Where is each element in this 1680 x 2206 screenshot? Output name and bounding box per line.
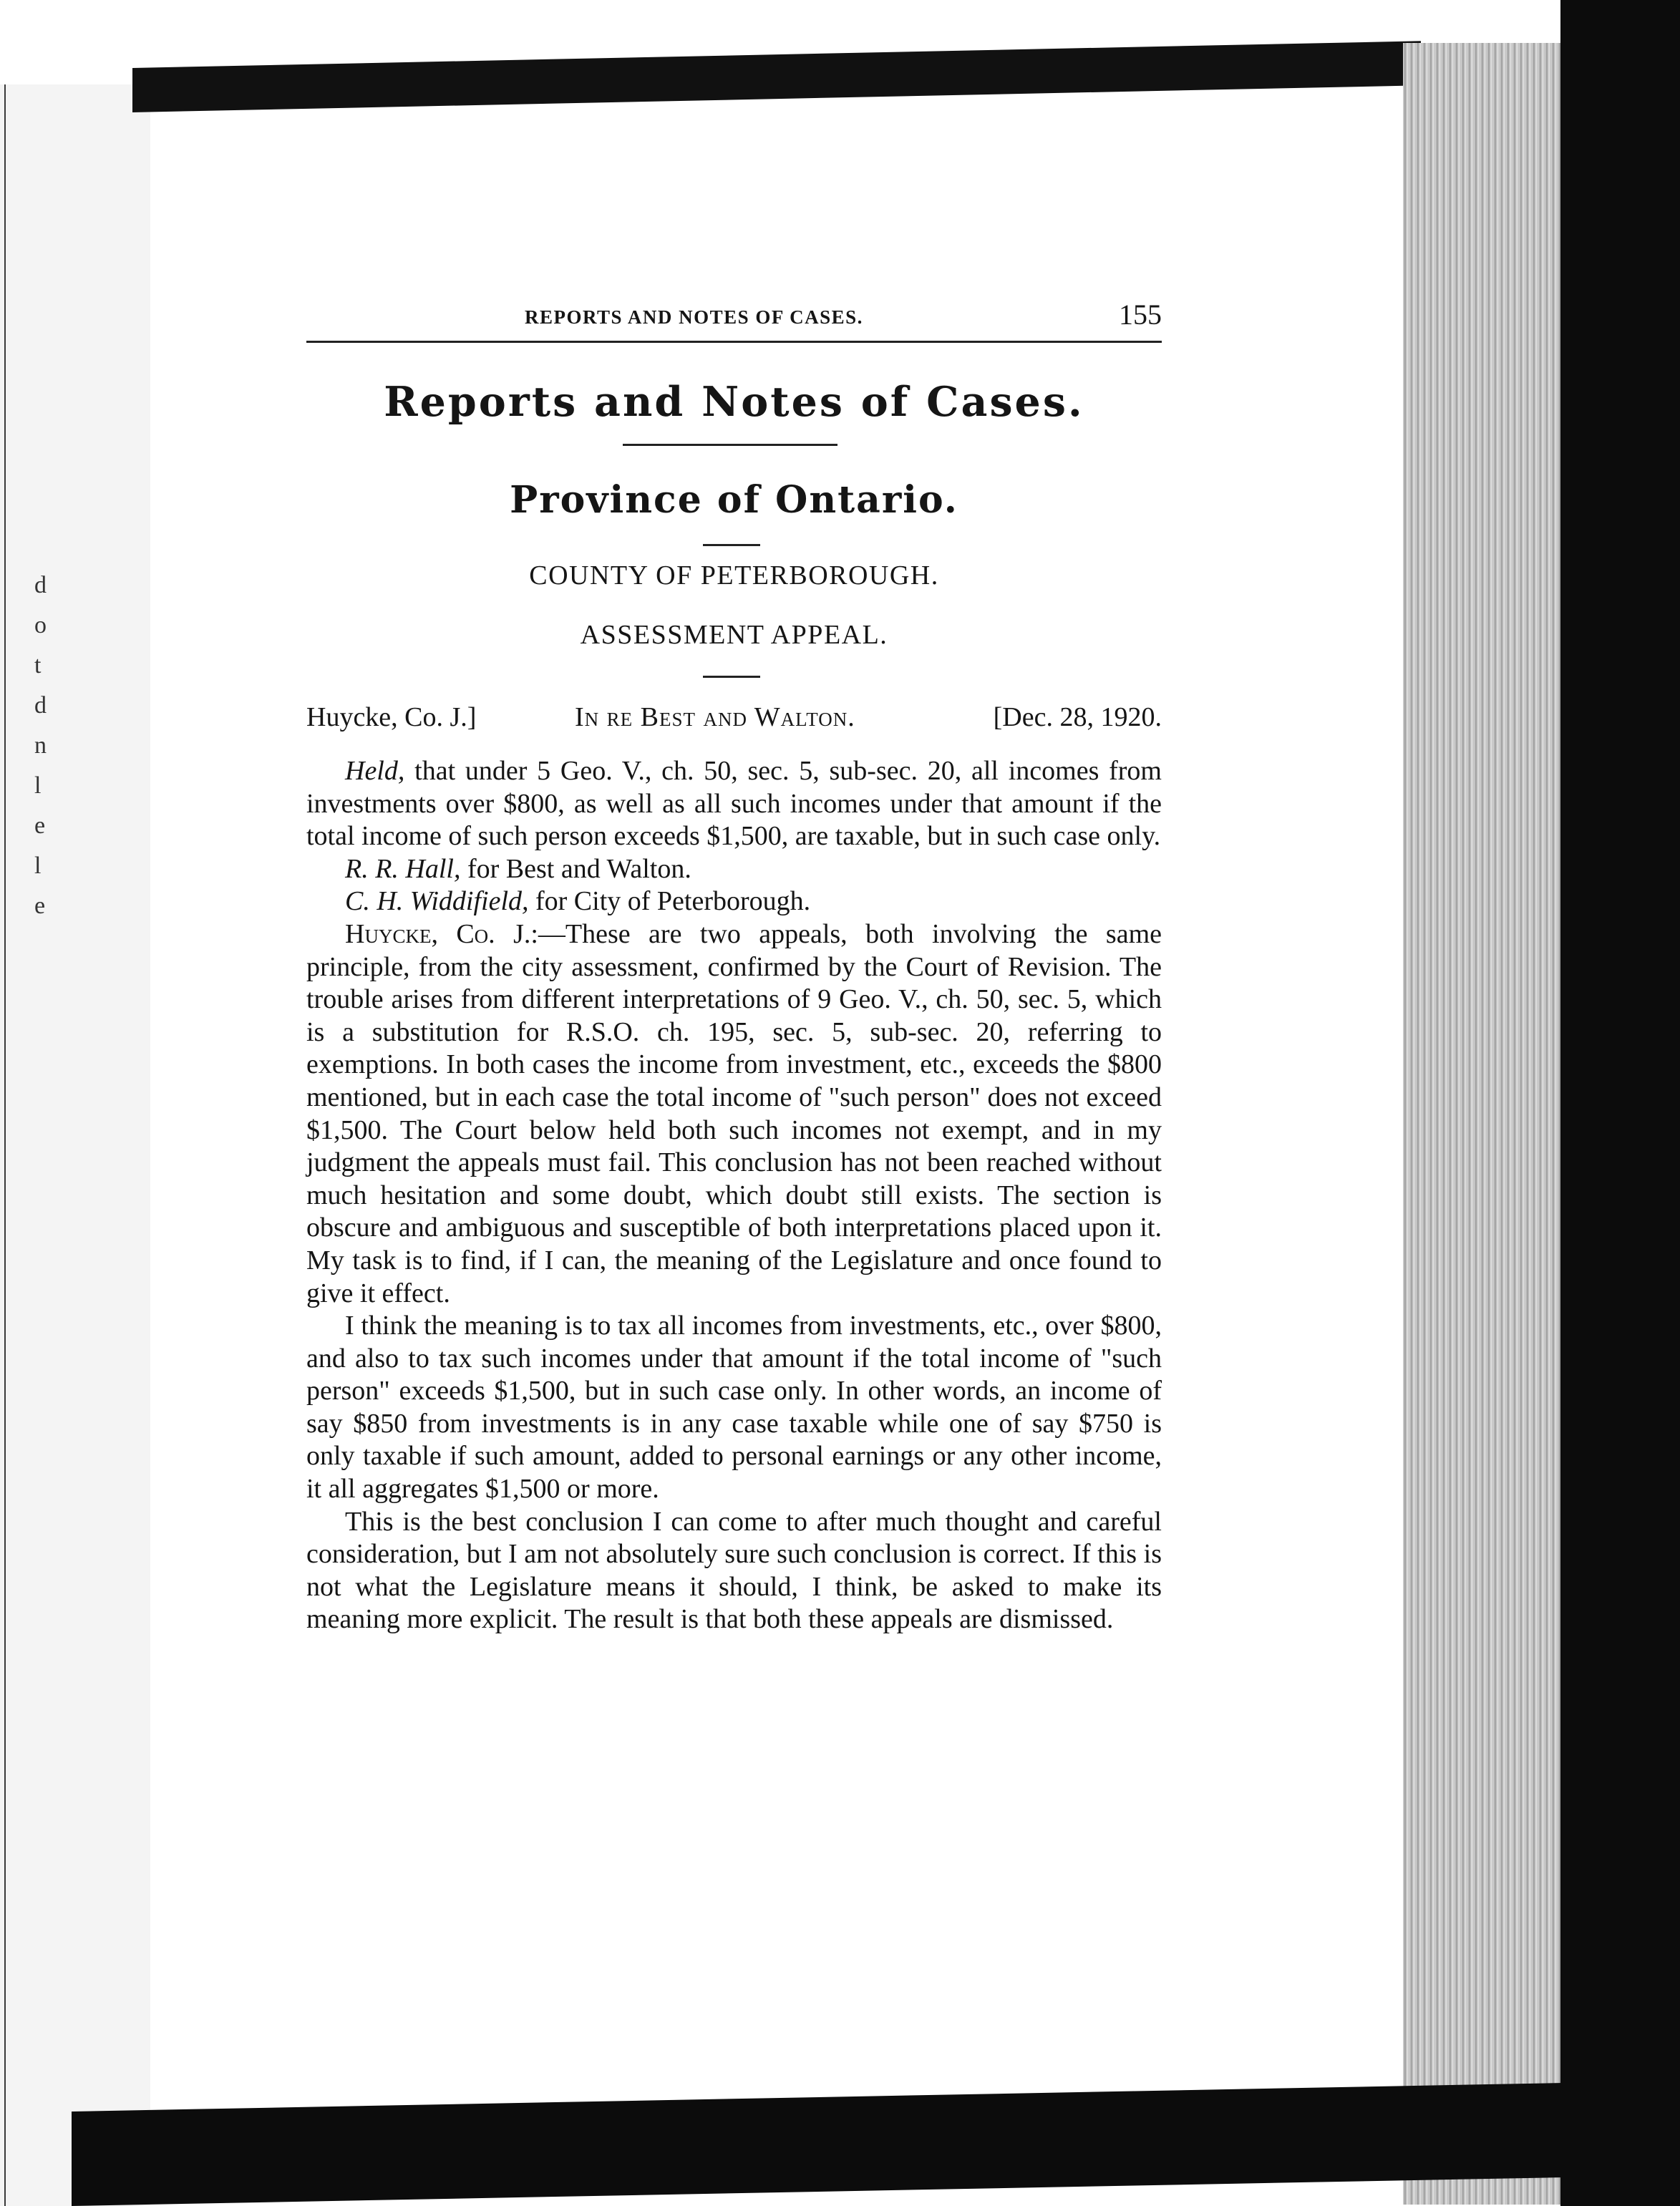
- header-rule: [306, 341, 1162, 343]
- margin-fragment: l: [34, 772, 42, 799]
- counsel-line: [306, 853, 1162, 886]
- case-caption: [306, 701, 1162, 737]
- headnote-text: that under 5 Geo. V., ch. 50, sec. 5, sub-sec. 20, all incomes from investments over $800, as well as all such incomes under that amount if the total income of such person exceeds $1,500, are taxable, but in such case only.: [306, 756, 1162, 852]
- judgment-paragraph: I think the meaning is to tax all incomes from investments, etc., over $800, and also to tax such incomes under that amount if the total income of "such person" exceeds $1,500, but in such case only. In other words, an income of say $850 from investments is in any case taxable while one of say $750 is only taxable if such amount, added to personal earnings or any other income, it all aggregates $1,500 or more.: [306, 1311, 1162, 1505]
- case-divider: [703, 676, 760, 678]
- judgment-speaker: Huycke, Co. J.:: [345, 918, 538, 949]
- case-body: [306, 755, 1162, 1636]
- margin-fragment: l: [34, 852, 42, 879]
- margin-fragment: d: [34, 692, 47, 719]
- section-divider: [623, 444, 837, 446]
- section-title: Reports and Notes of Cases.: [384, 378, 1084, 426]
- page-number: 155: [1119, 298, 1162, 331]
- subsection-divider: [703, 544, 760, 546]
- subsection-title: Province of Ontario.: [510, 478, 958, 522]
- judgment-text: —These are two appeals, both involving the same principle, from the city assessment, confirmed by the Court of Revision. The trouble arises from different interpretations of 9 Geo. V., ch. 50, sec. 5, which is a substitution for R.S.O. ch. 195, sec. 5, sub-sec. 20, referring to exemptions. In both cases the income from investment, etc., exceeds the $800 mentioned, but in each case the total income of "such person" does not exceed $1,500. The Court below held both such incomes not exempt, and in my judgment the appeals must fail. This conclusion has not been reached without much hesitation and some doubt, which doubt still exists. The section is obscure and ambiguous and susceptible of both interpretations placed upon it. My task is to find, if I can, the meaning of the Legislature and once found to give it effect.: [306, 918, 1162, 1308]
- margin-fragment: n: [34, 732, 47, 759]
- margin-fragment: e: [34, 893, 46, 919]
- case-judge: Huycke, Co. J.]: [306, 702, 477, 732]
- headnote: [306, 755, 1162, 853]
- counsel-name: C. H. Widdifield,: [345, 886, 529, 917]
- county-heading: COUNTY OF PETERBOROUGH.: [529, 560, 939, 591]
- counsel-for: for Best and Walton.: [467, 853, 691, 884]
- margin-fragment: o: [34, 612, 47, 638]
- appeal-type-heading: ASSESSMENT APPEAL.: [580, 620, 888, 650]
- margin-fragment: d: [34, 572, 47, 598]
- counsel-for: for City of Peterborough.: [535, 886, 811, 917]
- case-name: In re Best and Walton.: [575, 702, 855, 732]
- margin-fragment: e: [34, 812, 46, 839]
- running-head-title: REPORTS AND NOTES OF CASES.: [525, 306, 863, 328]
- judgment-paragraph: [306, 918, 1162, 1310]
- margin-fragment: t: [34, 652, 42, 679]
- counsel-name: R. R. Hall,: [345, 853, 461, 884]
- case-date: [Dec. 28, 1920.: [993, 702, 1162, 732]
- running-head: [306, 298, 1162, 329]
- held-label: Held,: [345, 756, 405, 786]
- judgment-paragraph: This is the best conclusion I can come to after much thought and careful consideration, but I am not absolutely sure such conclusion is correct. If this is not what the Legislature means it should, I think, be asked to make its meaning more explicit. The result is that both these appeals are dismissed.: [306, 1506, 1162, 1635]
- counsel-line: [306, 885, 1162, 918]
